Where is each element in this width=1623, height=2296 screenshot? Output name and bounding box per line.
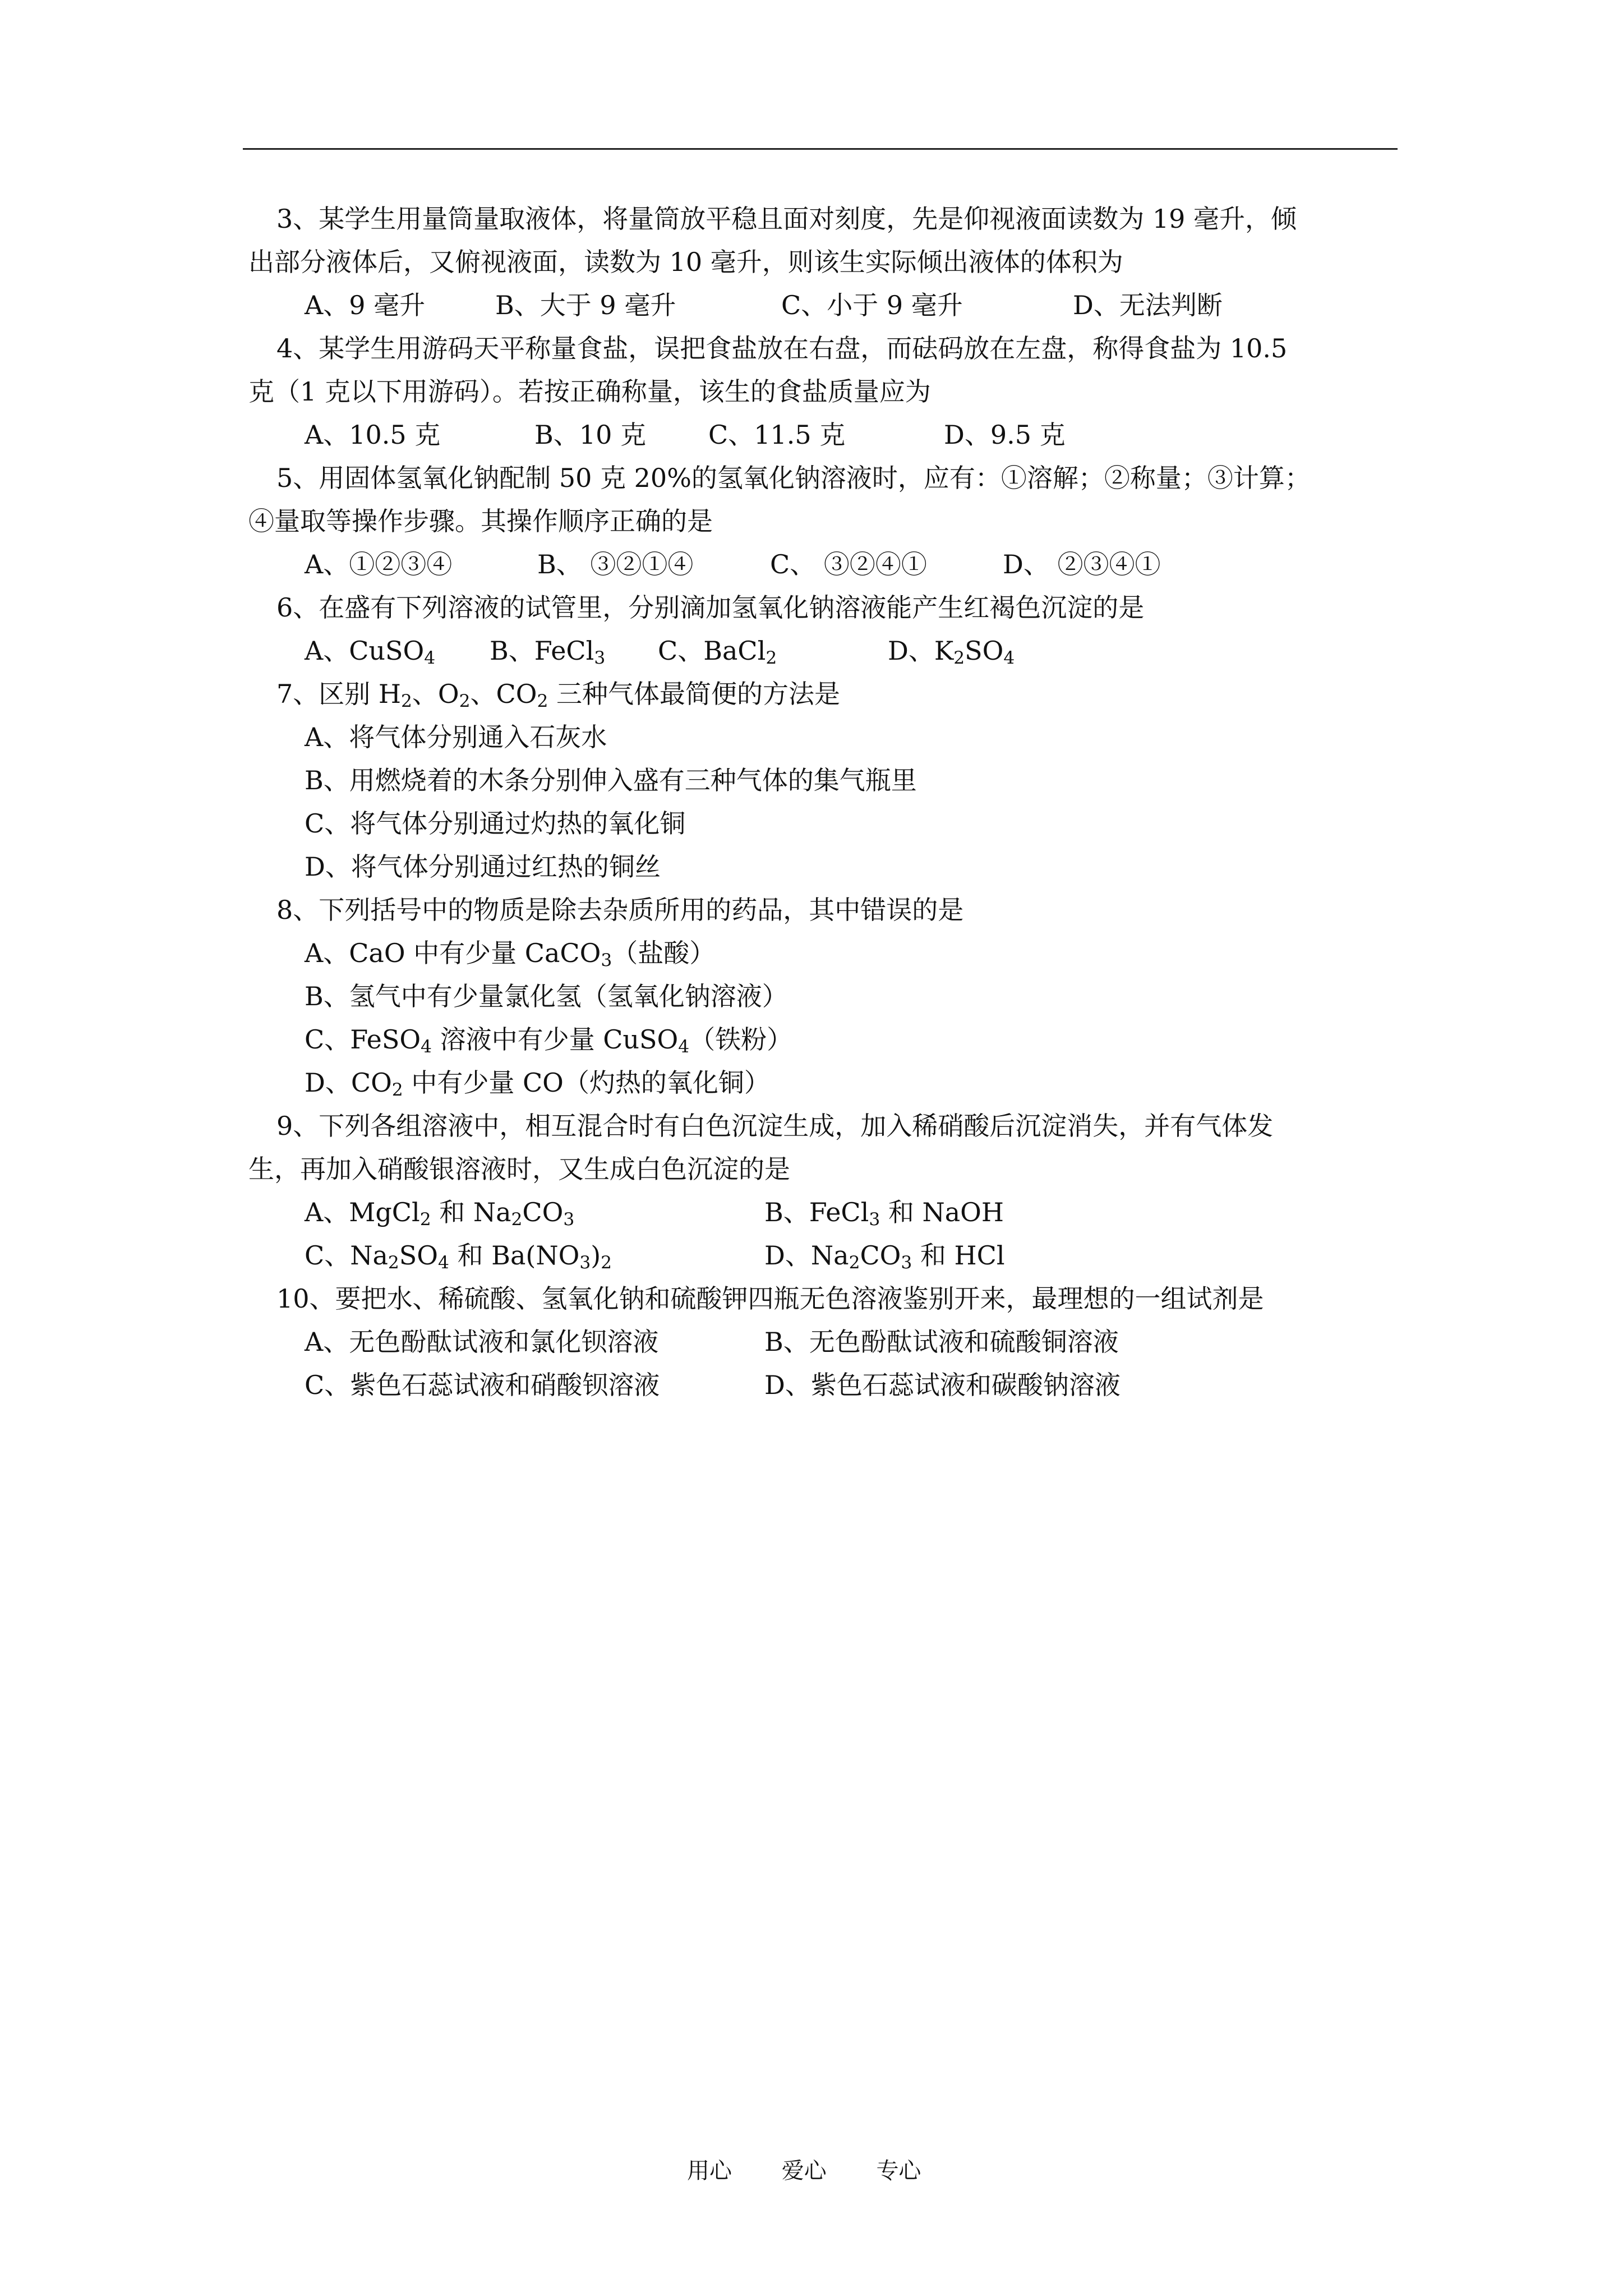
q10-stem: 10、要把水、稀硫酸、氢氧化钠和硫酸钾四瓶无色溶液鉴别开来，最理想的一组试剂是 <box>276 1283 1264 1314</box>
header-rule <box>243 148 1398 150</box>
q9-option-a: A、MgCl$_2$ 和 $Na_2CO_3$ <box>305 1197 575 1230</box>
q9-stem-line1: 9、下列各组溶液中，相互混合时有白色沉淀生成，加入稀硝酸后沉淀消失，并有气体发 <box>276 1111 1274 1141</box>
q6-option-d: D、$K_2SO_4$ <box>888 636 1015 668</box>
q3-option-b: B、大于 9 毫升 <box>495 290 676 320</box>
q10-option-c: C、紫色石蕊试液和硝酸钡溶液 <box>305 1370 660 1400</box>
q3-option-c: C、小于 9 毫升 <box>781 290 963 320</box>
q4-stem-line1: 4、某学生用游码天平称量食盐，误把食盐放在右盘，而砝码放在左盘，称得食盐为 10.5 <box>276 333 1288 364</box>
q8-option-b: B、氢气中有少量氯化氢（氢氧化钠溶液） <box>305 981 788 1011</box>
footer-text-1: 用心 <box>687 2158 732 2184</box>
q9-options-row1 <box>248 1191 1404 1234</box>
q10-options-row1 <box>248 1320 1404 1364</box>
q5-option-b: B、 ③②①④ <box>537 549 694 579</box>
q8-stem: 8、下列括号中的物质是除去杂质所用的药品，其中错误的是 <box>276 895 964 925</box>
q9-options-row2 <box>248 1234 1404 1277</box>
q10-option-b: B、无色酚酞试液和硫酸铜溶液 <box>764 1327 1119 1357</box>
q8-option-a: A、CaO 中有少量 CaCO$_3$（盐酸） <box>305 938 716 970</box>
footer-text-3: 专心 <box>876 2158 921 2184</box>
q5-option-a: A、①②③④ <box>305 549 453 579</box>
q6-option-b: B、FeCl$_3$ <box>490 636 606 668</box>
q4-stem-line2: 克（1 克以下用游码）。若按正确称量，该生的食盐质量应为 <box>248 376 931 407</box>
question-list <box>248 197 1404 1407</box>
q9-stem-line2: 生，再加入硝酸银溶液时，又生成白色沉淀的是 <box>248 1154 790 1184</box>
q9-option-d: D、$Na_2CO_3$ 和 HCl <box>764 1240 1005 1273</box>
q6-stem: 6、在盛有下列溶液的试管里，分别滴加氢氧化钠溶液能产生红褐色沉淀的是 <box>276 592 1145 623</box>
q7-option-c: C、将气体分别通过灼热的氧化铜 <box>305 808 686 839</box>
q4-option-a: A、10.5 克 <box>305 420 441 450</box>
q7-option-a: A、将气体分别通入石灰水 <box>305 722 607 752</box>
q5-option-d: D、 ②③④① <box>1003 549 1161 579</box>
q10-option-a: A、无色酚酞试液和氯化钡溶液 <box>305 1327 659 1357</box>
q3-option-a: A、9 毫升 <box>305 290 426 320</box>
q8-option-c: C、FeSO$_4$ 溶液中有少量 CuSO$_4$（铁粉） <box>305 1024 793 1057</box>
q5-stem-line1: 5、用固体氢氧化钠配制 50 克 20%的氢氧化钠溶液时，应有：①溶解；②称量；③计算； <box>276 463 1311 493</box>
q9-option-b: B、FeCl$_3$ 和 NaOH <box>764 1197 1004 1230</box>
q4-option-d: D、9.5 克 <box>944 420 1066 450</box>
q4-options <box>248 413 1404 457</box>
q5-options <box>248 543 1404 586</box>
q7-option-b: B、用燃烧着的木条分别伸入盛有三种气体的集气瓶里 <box>305 765 917 795</box>
q8-option-d: D、$CO_2$ 中有少量 CO（灼热的氧化铜） <box>305 1068 770 1100</box>
q4-option-b: B、10 克 <box>534 420 646 450</box>
q3-options <box>248 284 1404 327</box>
q3-option-d: D、无法判断 <box>1073 290 1223 320</box>
page-footer <box>687 2153 963 2185</box>
q5-stem-line2: ④量取等操作步骤。其操作顺序正确的是 <box>248 506 713 536</box>
footer-text-2: 爱心 <box>781 2158 827 2184</box>
q5-option-c: C、 ③②④① <box>770 549 927 579</box>
q4-option-c: C、11.5 克 <box>708 420 846 450</box>
q6-option-a: A、CuSO$_4$ <box>305 636 436 668</box>
q7-option-d: D、将气体分别通过红热的铜丝 <box>305 852 661 882</box>
q10-options-row2 <box>248 1364 1404 1407</box>
q3-stem-line1: 3、某学生用量筒量取液体，将量筒放平稳且面对刻度，先是仰视液面读数为 19 毫升，倾 <box>276 204 1297 234</box>
q7-stem: 7、区别 $H_2$、$O_2$、$CO_2$ 三种气体最简便的方法是 <box>276 679 840 711</box>
q3-stem-line2: 出部分液体后，又俯视液面，读数为 10 毫升，则该生实际倾出液体的体积为 <box>248 247 1123 277</box>
q10-option-d: D、紫色石蕊试液和碳酸钠溶液 <box>764 1370 1121 1400</box>
q6-option-c: C、BaCl$_2$ <box>658 636 777 668</box>
q6-options <box>248 629 1404 673</box>
q9-option-c: C、$Na_2SO_4$ 和 $Ba(NO_3)_2$ <box>305 1240 612 1273</box>
